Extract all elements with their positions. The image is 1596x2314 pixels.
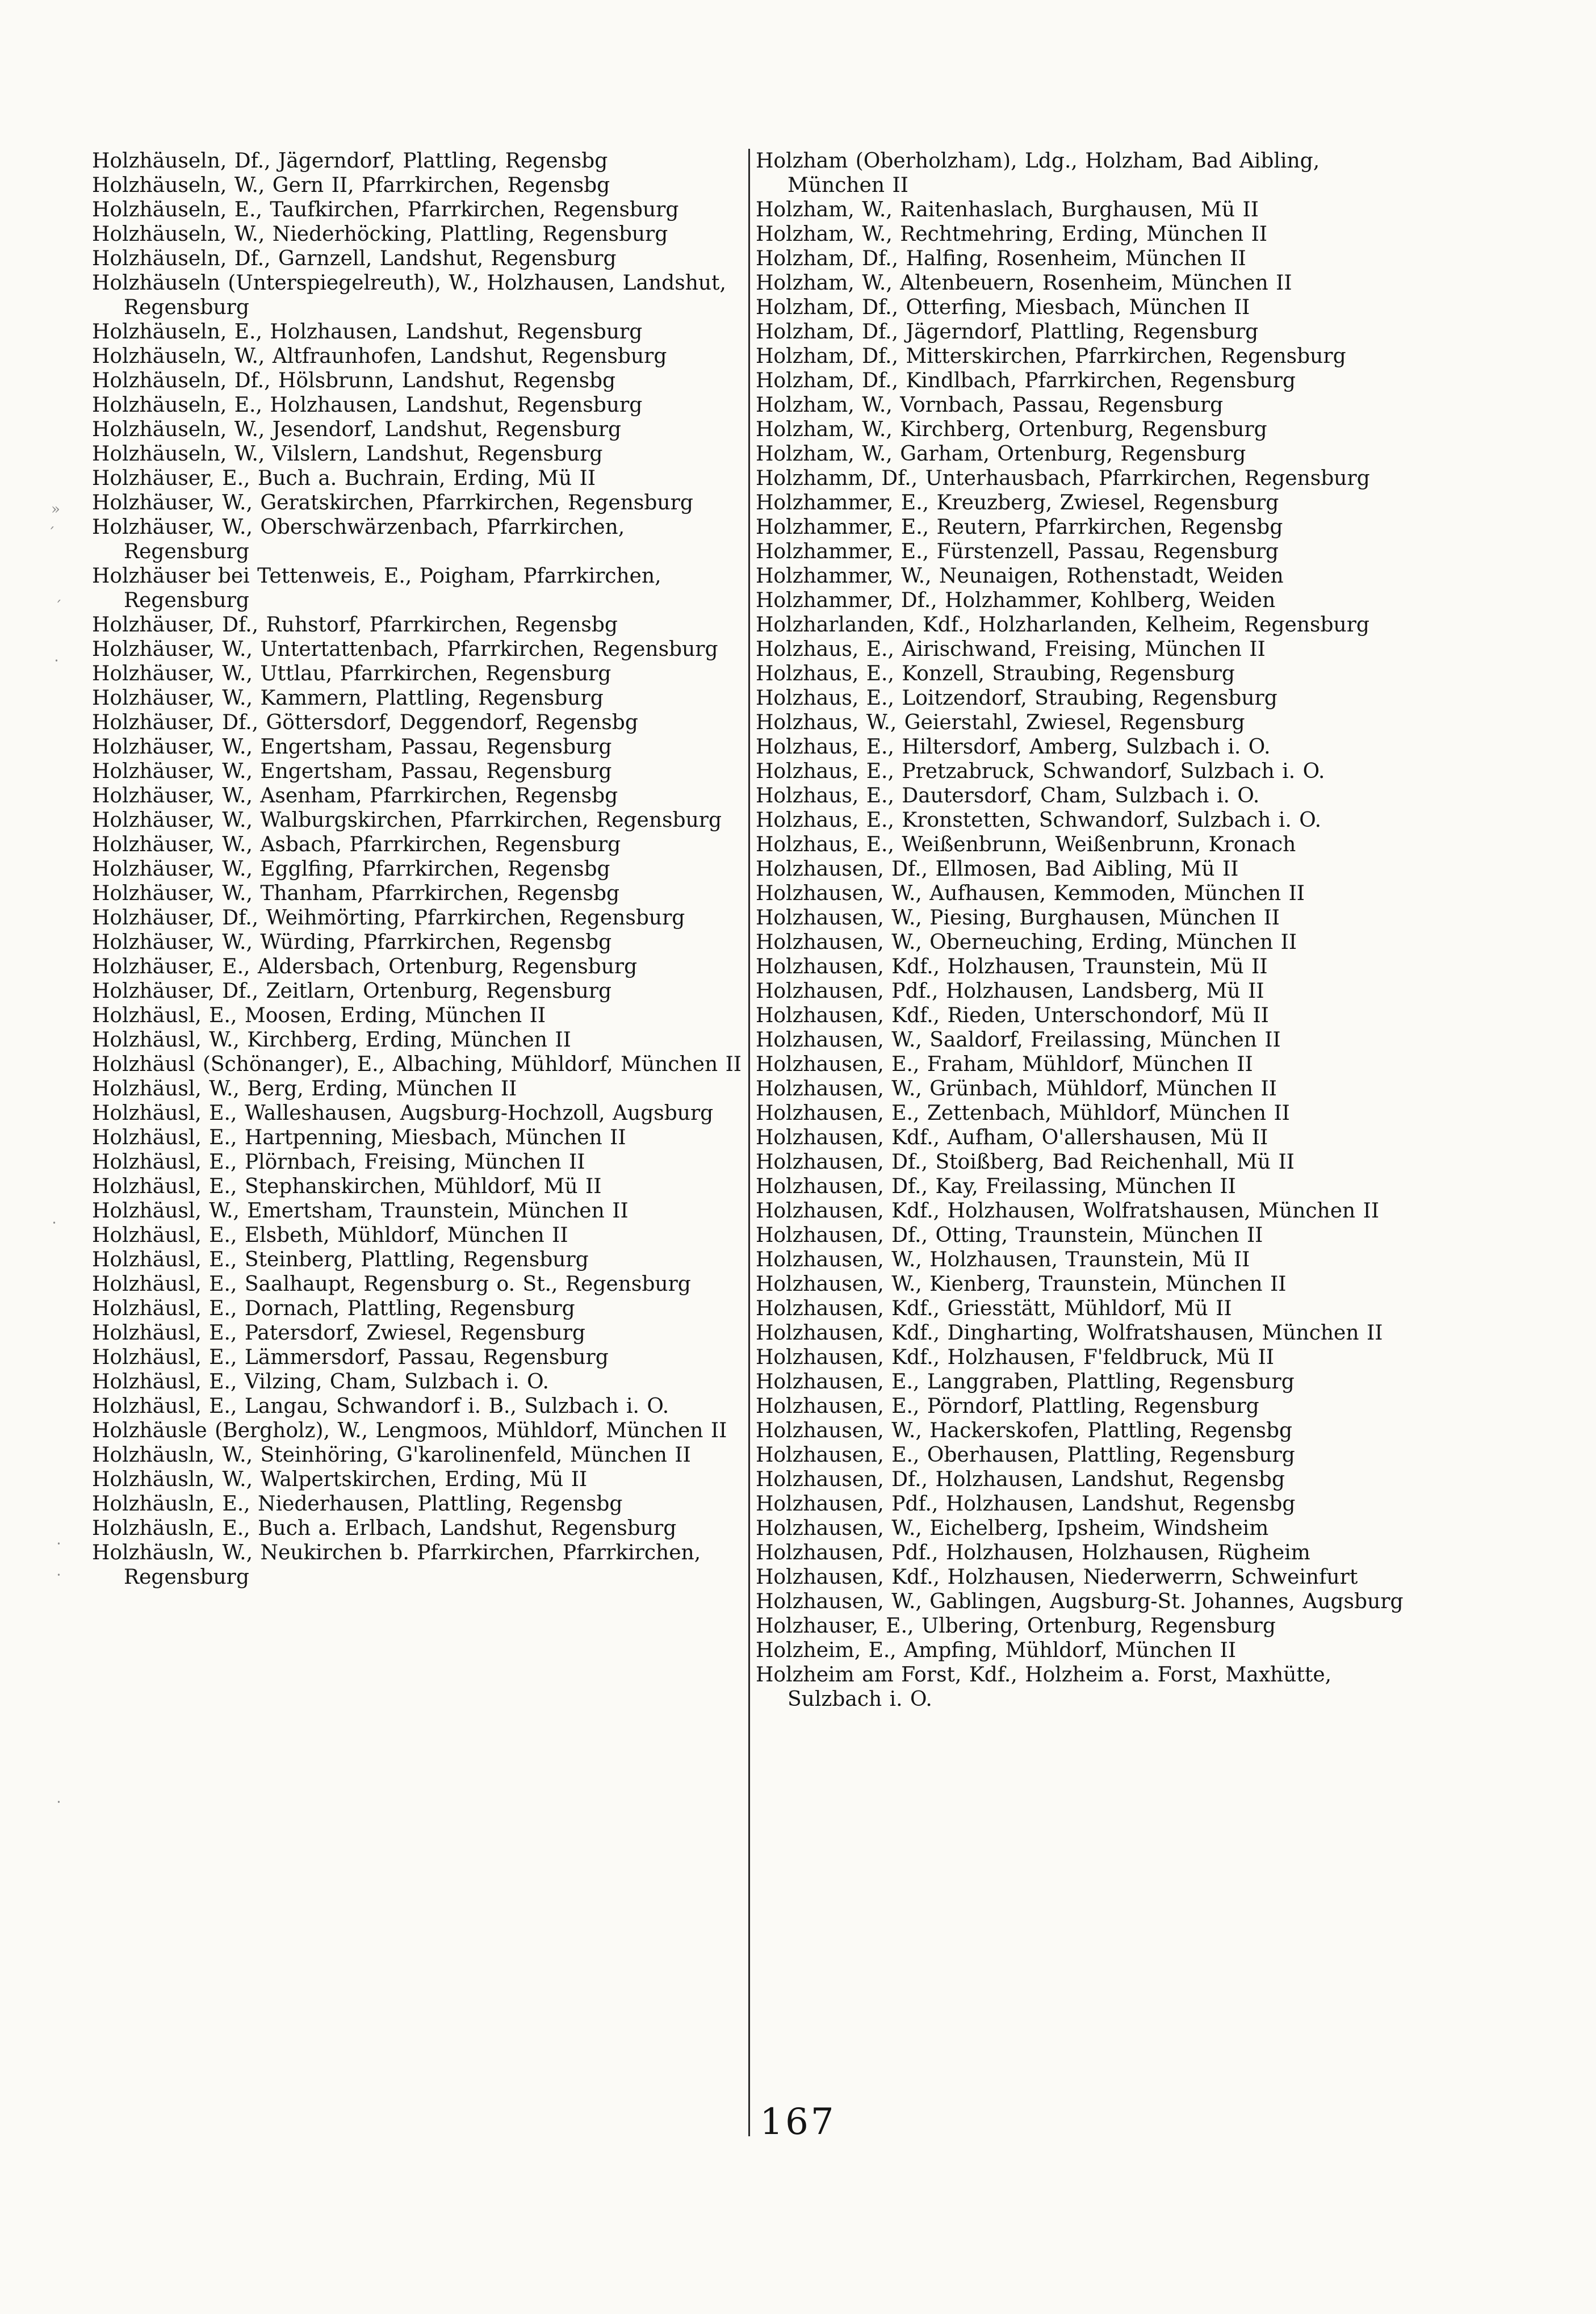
index-entry: Holzhausen, Kdf., Holzhausen, F'feldbruck, Mü II [756,1346,1275,1369]
index-entry: Holzhausen, E., Oberhausen, Plattling, Regensburg [756,1443,1295,1467]
index-entry: Holzhaus, E., Konzell, Straubing, Regensburg [756,662,1235,685]
margin-mark: ⸳ [57,1564,61,1581]
index-entry: Holzhausen, W., Piesing, Burghausen, München II [756,906,1280,930]
index-entry: Holzhäuser bei Tettenweis, E., Poigham, Pfarrkirchen, Regensburg [92,564,661,612]
index-entry: Holzhausen, E., Langgraben, Plattling, Regensburg [756,1370,1295,1394]
index-entry: Holzhausen, W., Aufhausen, Kemmoden, München II [756,882,1305,905]
index-entry: Holzham, W., Raitenhaslach, Burghausen, Mü II [756,198,1259,221]
index-entry: Holzhäusl, E., Vilzing, Cham, Sulzbach i. O. [92,1370,549,1394]
index-entry: Holzhausen, E., Fraham, Mühldorf, München II [756,1053,1253,1076]
index-entry: Holzhausen, Kdf., Aufham, O'allershausen, Mü II [756,1126,1268,1149]
index-entry: Holzhäusl, E., Dornach, Plattling, Regensburg [92,1297,575,1320]
index-entry: Holzhäusl, W., Kirchberg, Erding, München II [92,1028,571,1052]
index-entry: Holzhäusln, W., Walpertskirchen, Erding, Mü II [92,1468,588,1491]
index-entry: Holzhäuser, Df., Weihmörting, Pfarrkirchen, Regensburg [92,906,685,930]
index-entry: Holzhäusl, E., Walleshausen, Augsburg-Hochzoll, Augsburg [92,1102,714,1125]
margin-mark: ⸳ [52,1212,56,1229]
index-entry: Holzhausen, E., Zettenbach, Mühldorf, München II [756,1102,1290,1125]
index-entry: Holzham, Df., Otterfing, Miesbach, München II [756,296,1250,319]
index-entry: Holzhäuser, W., Walburgskirchen, Pfarrkirchen, Regensburg [92,809,722,832]
index-entry: Holzhäuser, Df., Göttersdorf, Deggendorf, Regensbg [92,711,638,734]
index-entry: Holzhäuseln, W., Gern II, Pfarrkirchen, Regensbg [92,174,610,197]
index-entry: Holzhausen, Df., Stoißberg, Bad Reichenhall, Mü II [756,1150,1295,1174]
index-entry: Holzhausen, W., Saaldorf, Freilassing, München II [756,1028,1281,1052]
index-entry: Holzhäuser, W., Egglfing, Pfarrkirchen, Regensbg [92,857,610,881]
index-entry: Holzhäusl, E., Patersdorf, Zwiesel, Regensburg [92,1321,585,1345]
index-entry: Holzhäuseln, W., Niederhöcking, Plattling, Regensburg [92,223,668,246]
index-entry: Holzhammer, Df., Holzhammer, Kohlberg, Weiden [756,589,1276,612]
index-entry: Holzhammer, E., Kreuzberg, Zwiesel, Regensburg [756,491,1279,514]
index-entry: Holzhäusl, E., Hartpenning, Miesbach, München II [92,1126,626,1149]
index-entry: Holzhausen, Kdf., Griesstätt, Mühldorf, Mü II [756,1297,1232,1320]
index-entry: Holzham (Oberholzham), Ldg., Holzham, Bad Aibling, München II [756,149,1320,197]
index-entry: Holzhaus, E., Kronstetten, Schwandorf, Sulzbach i. O. [756,809,1322,832]
index-entry: Holzhausen, W., Oberneuching, Erding, München II [756,931,1297,954]
index-entry: Holzham, Df., Halfing, Rosenheim, München II [756,247,1246,270]
index-entry: Holzhausen, Kdf., Rieden, Unterschondorf, Mü II [756,1004,1269,1027]
index-entry: Holzhäusl, W., Emertsham, Traunstein, München II [92,1199,629,1223]
index-entry: Holzhäuser, W., Kammern, Plattling, Regensburg [92,687,604,710]
index-entry: Holzhäuser, E., Buch a. Buchrain, Erding, Mü II [92,467,596,490]
index-entry: Holzhäusle (Bergholz), W., Lengmoos, Mühldorf, München II [92,1419,727,1442]
index-entry: Holzhäuser, W., Asenham, Pfarrkirchen, Regensbg [92,784,618,807]
index-entry: Holzhäusl, E., Elsbeth, Mühldorf, München II [92,1224,568,1247]
index-entry: Holzhäusl (Schönanger), E., Albaching, Mühldorf, München II [92,1053,742,1076]
index-entry: Holzhäuseln, W., Vilslern, Landshut, Regensburg [92,442,603,466]
index-entry: Holzham, Df., Jägerndorf, Plattling, Regensburg [756,320,1259,344]
index-entry: Holzhaus, W., Geierstahl, Zwiesel, Regensburg [756,711,1245,734]
index-entry: Holzhäuser, W., Uttlau, Pfarrkirchen, Regensburg [92,662,611,685]
index-entry: Holzhäuser, W., Engertsham, Passau, Regensburg [92,735,612,759]
index-entry: Holzhäusln, W., Steinhöring, G'karolinenfeld, München II [92,1443,691,1467]
index-entry: Holzhäusl, E., Moosen, Erding, München II [92,1004,546,1027]
index-entry: Holzhäuseln, E., Holzhausen, Landshut, Regensburg [92,394,643,417]
margin-mark: ⸳ [57,1792,61,1809]
margin-mark: ´ [55,599,62,616]
index-entry: Holzhäuseln, Df., Hölsbrunn, Landshut, Regensbg [92,369,616,392]
index-entry: Holzhäusl, E., Lämmersdorf, Passau, Regensburg [92,1346,609,1369]
index-entry: Holzhausen, Df., Otting, Traunstein, München II [756,1224,1263,1247]
index-entry: Holzhäusln, E., Niederhausen, Plattling, Regensbg [92,1492,623,1516]
index-entry: Holzhäusl, E., Plörnbach, Freising, München II [92,1150,585,1174]
index-entry: Holzhausen, Df., Holzhausen, Landshut, Regensbg [756,1468,1285,1491]
index-entry: Holzhausen, Kdf., Holzhausen, Traunstein, Mü II [756,955,1268,978]
index-entry: Holzham, Df., Mitterskirchen, Pfarrkirchen, Regensburg [756,345,1346,368]
index-entry: Holzham, W., Altenbeuern, Rosenheim, München II [756,271,1292,295]
index-entry: Holzham, W., Kirchberg, Ortenburg, Regensburg [756,418,1267,441]
margin-mark: ´ [48,525,55,542]
index-entry: Holzhäuseln, W., Altfraunhofen, Landshut, Regensburg [92,345,667,368]
index-entry: Holzhäuser, Df., Zeitlarn, Ortenburg, Regensburg [92,980,612,1003]
margin-mark: ⸳ [55,650,58,667]
index-entry: Holzhäuser, W., Asbach, Pfarrkirchen, Regensburg [92,833,621,856]
index-entry: Holzhammer, E., Fürstenzell, Passau, Regensburg [756,540,1279,563]
index-entry: Holzhäusln, W., Neukirchen b. Pfarrkirchen, Pfarrkirchen, Regensburg [92,1541,701,1589]
index-entry: Holzhausen, Kdf., Holzhausen, Niederwerrn, Schweinfurt [756,1566,1358,1589]
index-entry: Holzhäuseln, E., Taufkirchen, Pfarrkirchen, Regensburg [92,198,679,221]
index-entry: Holzhäuseln, Df., Garnzell, Landshut, Regensburg [92,247,617,270]
index-entry: Holzhäusl, E., Saalhaupt, Regensburg o. St., Regensburg [92,1273,691,1296]
page-number: 167 [760,2101,836,2143]
index-entry: Holzhausen, Kdf., Holzhausen, Wolfratshausen, München II [756,1199,1380,1223]
index-entry: Holzhausen, W., Kienberg, Traunstein, München II [756,1273,1287,1296]
index-entry: Holzhamm, Df., Unterhausbach, Pfarrkirchen, Regensburg [756,467,1370,490]
index-entry: Holzhäuser, W., Engertsham, Passau, Regensburg [92,760,612,783]
right-column [756,149,1408,1712]
index-entry: Holzhammer, E., Reutern, Pfarrkirchen, Regensbg [756,516,1283,539]
index-entry: Holzhausen, Pdf., Holzhausen, Landsberg, Mü II [756,980,1264,1003]
index-entry: Holzhausen, E., Pörndorf, Plattling, Regensburg [756,1395,1259,1418]
index-entry: Holzham, W., Rechtmehring, Erding, München II [756,223,1268,246]
index-entry: Holzhäusl, E., Stephanskirchen, Mühldorf, Mü II [92,1175,602,1198]
index-entry: Holzhausen, W., Eichelberg, Ipsheim, Windsheim [756,1517,1269,1540]
index-entry: Holzhäuseln (Unterspiegelreuth), W., Holzhausen, Landshut, Regensburg [92,271,726,319]
index-entry: Holzhäusl, E., Langau, Schwandorf i. B., Sulzbach i. O. [92,1395,669,1418]
index-entry: Holzharlanden, Kdf., Holzharlanden, Kelheim, Regensburg [756,613,1369,637]
index-entry: Holzhaus, E., Loitzendorf, Straubing, Regensburg [756,687,1277,710]
index-entry: Holzhaus, E., Weißenbrunn, Weißenbrunn, Kronach [756,833,1296,856]
index-entry: Holzhäuseln, E., Holzhausen, Landshut, Regensburg [92,320,643,344]
margin-mark: » [51,501,60,518]
index-entry: Holzhaus, E., Hiltersdorf, Amberg, Sulzbach i. O. [756,735,1271,759]
column-divider [748,149,750,2136]
index-entry: Holzhäuser, W., Würding, Pfarrkirchen, Regensbg [92,931,612,954]
index-entry: Holzhausen, Df., Kay, Freilassing, München II [756,1175,1236,1198]
index-entry: Holzhaus, E., Pretzabruck, Schwandorf, Sulzbach i. O. [756,760,1325,783]
index-entry: Holzham, W., Garham, Ortenburg, Regensburg [756,442,1246,466]
index-entry: Holzhäuser, W., Geratskirchen, Pfarrkirchen, Regensburg [92,491,693,514]
index-entry: Holzhäuseln, W., Jesendorf, Landshut, Regensburg [92,418,622,441]
index-entry: Holzhausen, W., Hackerskofen, Plattling, Regensbg [756,1419,1293,1442]
margin-mark: ⸳ [57,1533,61,1550]
index-entry: Holzhäuseln, Df., Jägerndorf, Plattling, Regensbg [92,149,608,173]
index-entry: Holzhausen, Df., Ellmosen, Bad Aibling, Mü II [756,857,1239,881]
index-entry: Holzheim am Forst, Kdf., Holzheim a. Forst, Maxhütte, Sulzbach i. O. [756,1663,1332,1711]
index-entry: Holzhäusl, W., Berg, Erding, München II [92,1077,517,1100]
index-entry: Holzham, Df., Kindlbach, Pfarrkirchen, Regensburg [756,369,1296,392]
index-entry: Holzhäuser, Df., Ruhstorf, Pfarrkirchen, Regensbg [92,613,618,637]
index-entry: Holzheim, E., Ampfing, Mühldorf, München II [756,1639,1237,1662]
index-entry: Holzhaus, E., Dautersdorf, Cham, Sulzbach i. O. [756,784,1260,807]
index-entry: Holzhammer, W., Neunaigen, Rothenstadt, Weiden [756,564,1284,588]
index-entry: Holzhausen, Kdf., Dingharting, Wolfratshausen, München II [756,1321,1383,1345]
index-entry: Holzhausen, Pdf., Holzhausen, Holzhausen, Rügheim [756,1541,1310,1564]
index-entry: Holzhäusl, E., Steinberg, Plattling, Regensburg [92,1248,589,1271]
index-entry: Holzham, W., Vornbach, Passau, Regensburg [756,394,1224,417]
index-entry: Holzhausen, Pdf., Holzhausen, Landshut, Regensbg [756,1492,1296,1516]
index-entry: Holzhausen, W., Grünbach, Mühldorf, München II [756,1077,1277,1100]
index-entry: Holzhausen, W., Gablingen, Augsburg-St. Johannes, Augsburg [756,1590,1404,1613]
index-entry: Holzhäuser, W., Oberschwärzenbach, Pfarrkirchen, Regensburg [92,516,625,563]
index-entry: Holzhäuser, W., Thanham, Pfarrkirchen, Regensbg [92,882,620,905]
index-entry: Holzhausen, W., Holzhausen, Traunstein, Mü II [756,1248,1250,1271]
index-entry: Holzhauser, E., Ulbering, Ortenburg, Regensburg [756,1614,1276,1638]
index-entry: Holzhäuser, E., Aldersbach, Ortenburg, Regensburg [92,955,638,978]
left-column [92,149,744,1589]
index-entry: Holzhäusln, E., Buch a. Erlbach, Landshut, Regensburg [92,1517,677,1540]
index-entry: Holzhaus, E., Airischwand, Freising, München II [756,638,1266,661]
index-entry: Holzhäuser, W., Untertattenbach, Pfarrkirchen, Regensburg [92,638,718,661]
